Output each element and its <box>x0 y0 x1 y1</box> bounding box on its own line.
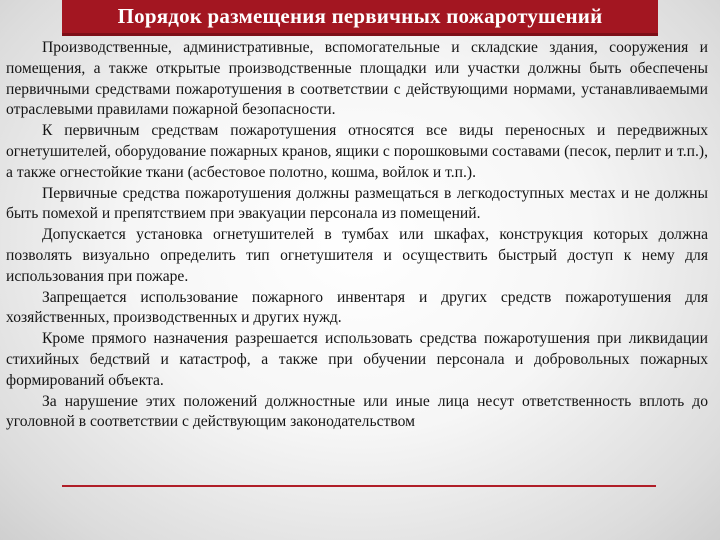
paragraph-prohibition: Запрещается использование пожарного инвентаря и других средств пожаротушения для хозяйственных, производственных и других нужд. <box>6 288 708 327</box>
paragraph-primary-means-list: К первичным средствам пожаротушения относятся все виды переносных и передвижных огнетушителей, оборудование пожарных кранов, ящики с порошковыми составами (песок, перлит и т.п.), а также огнестойкие ткани (асбестовое полотно, кошма, войлок и т.п.). <box>6 122 708 181</box>
paragraph-liability: За нарушение этих положений должностные или иные лица несут ответственность вплоть до уголовной в соответствии с действующим законодательством <box>6 392 708 431</box>
slide-body <box>6 38 708 433</box>
paragraph-equipment-requirement: Производственные, административные, вспомогательные и складские здания, сооружения и помещения, а также открытые производственные площадки или участки должны быть обеспечены первичными средствами пожаротушения в соответствии с действующими нормами, устанавливаемыми отраслевыми правилами пожарной безопасности. <box>6 39 708 119</box>
paragraph-permitted-use: Кроме прямого назначения разрешается использовать средства пожаротушения при ликвидации стихийных бедствий и катастроф, а также при обучении персонала и добровольных пожарных формирований объекта. <box>6 330 708 389</box>
title-bar <box>62 0 658 36</box>
paragraph-placement: Первичные средства пожаротушения должны размещаться в легкодоступных местах и не должны быть помехой и препятствием при эвакуации персонала из помещений. <box>6 184 708 223</box>
accent-divider-line <box>62 485 656 487</box>
slide-title: Порядок размещения первичных пожаротушений <box>117 4 603 28</box>
paragraph-cabinets: Допускается установка огнетушителей в тумбах или шкафах, конструкция которых должна позволять визуально определить тип огнетушителя и осуществить быстрый доступ к нему для использования при пожаре. <box>6 226 708 285</box>
